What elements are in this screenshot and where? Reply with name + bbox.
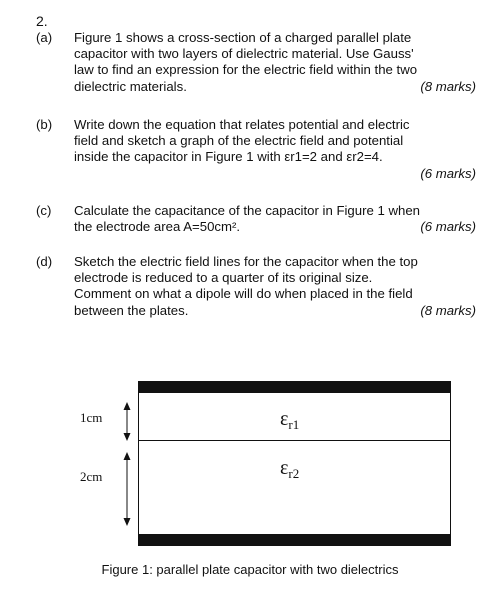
part-c-marks: (6 marks) bbox=[420, 219, 476, 235]
part-d-label: (d) bbox=[36, 254, 53, 269]
dimension-arrow-2cm bbox=[124, 452, 131, 526]
part-c-line: Calculate the capacitance of the capacitor in Figure 1 when bbox=[74, 203, 421, 218]
part-b-line: Write down the equation that relates potential and electric bbox=[74, 117, 410, 132]
part-d-line: Comment on what a dipole will do when placed in the field bbox=[74, 286, 413, 302]
part-a-label: (a) bbox=[36, 30, 53, 45]
part-d-line: electrode is reduced to a quarter of its original size. bbox=[74, 270, 373, 286]
epsilon-r1-label bbox=[280, 408, 299, 433]
question-number: 2. bbox=[36, 13, 48, 29]
part-d-line: between the plates. bbox=[74, 302, 189, 318]
top-electrode bbox=[138, 381, 451, 393]
dimension-label-top: 1cm bbox=[80, 410, 103, 425]
part-b-marks: (6 marks) bbox=[420, 165, 476, 181]
part-a-line: dielectric materials. bbox=[74, 78, 187, 94]
epsilon-r2-label bbox=[280, 457, 299, 482]
epsilon-symbol: ε bbox=[280, 408, 289, 430]
part-c-line: the electrode area A=50cm². bbox=[74, 219, 241, 235]
part-a-line: capacitor with two layers of dielectric material. Use Gauss' bbox=[74, 46, 414, 62]
dimension-arrow-1cm bbox=[124, 402, 131, 441]
epsilon-r1-subscript: r1 bbox=[288, 417, 300, 432]
part-a-line: law to find an expression for the electric field within the two bbox=[74, 62, 418, 78]
part-a-marks: (8 marks) bbox=[420, 78, 476, 94]
epsilon-symbol: ε bbox=[280, 457, 289, 479]
epsilon-r2-subscript: r2 bbox=[288, 466, 300, 481]
part-b-line: field and sketch a graph of the electric field and potential bbox=[74, 133, 404, 149]
part-d-marks: (8 marks) bbox=[420, 302, 476, 318]
part-d-line: Sketch the electric field lines for the capacitor when the top bbox=[74, 254, 418, 269]
figure-caption: Figure 1: parallel plate capacitor with two dielectrics bbox=[101, 562, 399, 577]
part-a-line: Figure 1 shows a cross-section of a charged parallel plate bbox=[74, 30, 412, 45]
part-c-label: (c) bbox=[36, 203, 52, 218]
part-b-label: (b) bbox=[36, 117, 53, 132]
part-b-line: inside the capacitor in Figure 1 with εr1=2 and εr2=4. bbox=[74, 149, 383, 165]
dimension-label-bottom: 2cm bbox=[80, 469, 103, 484]
bottom-electrode bbox=[138, 534, 451, 546]
